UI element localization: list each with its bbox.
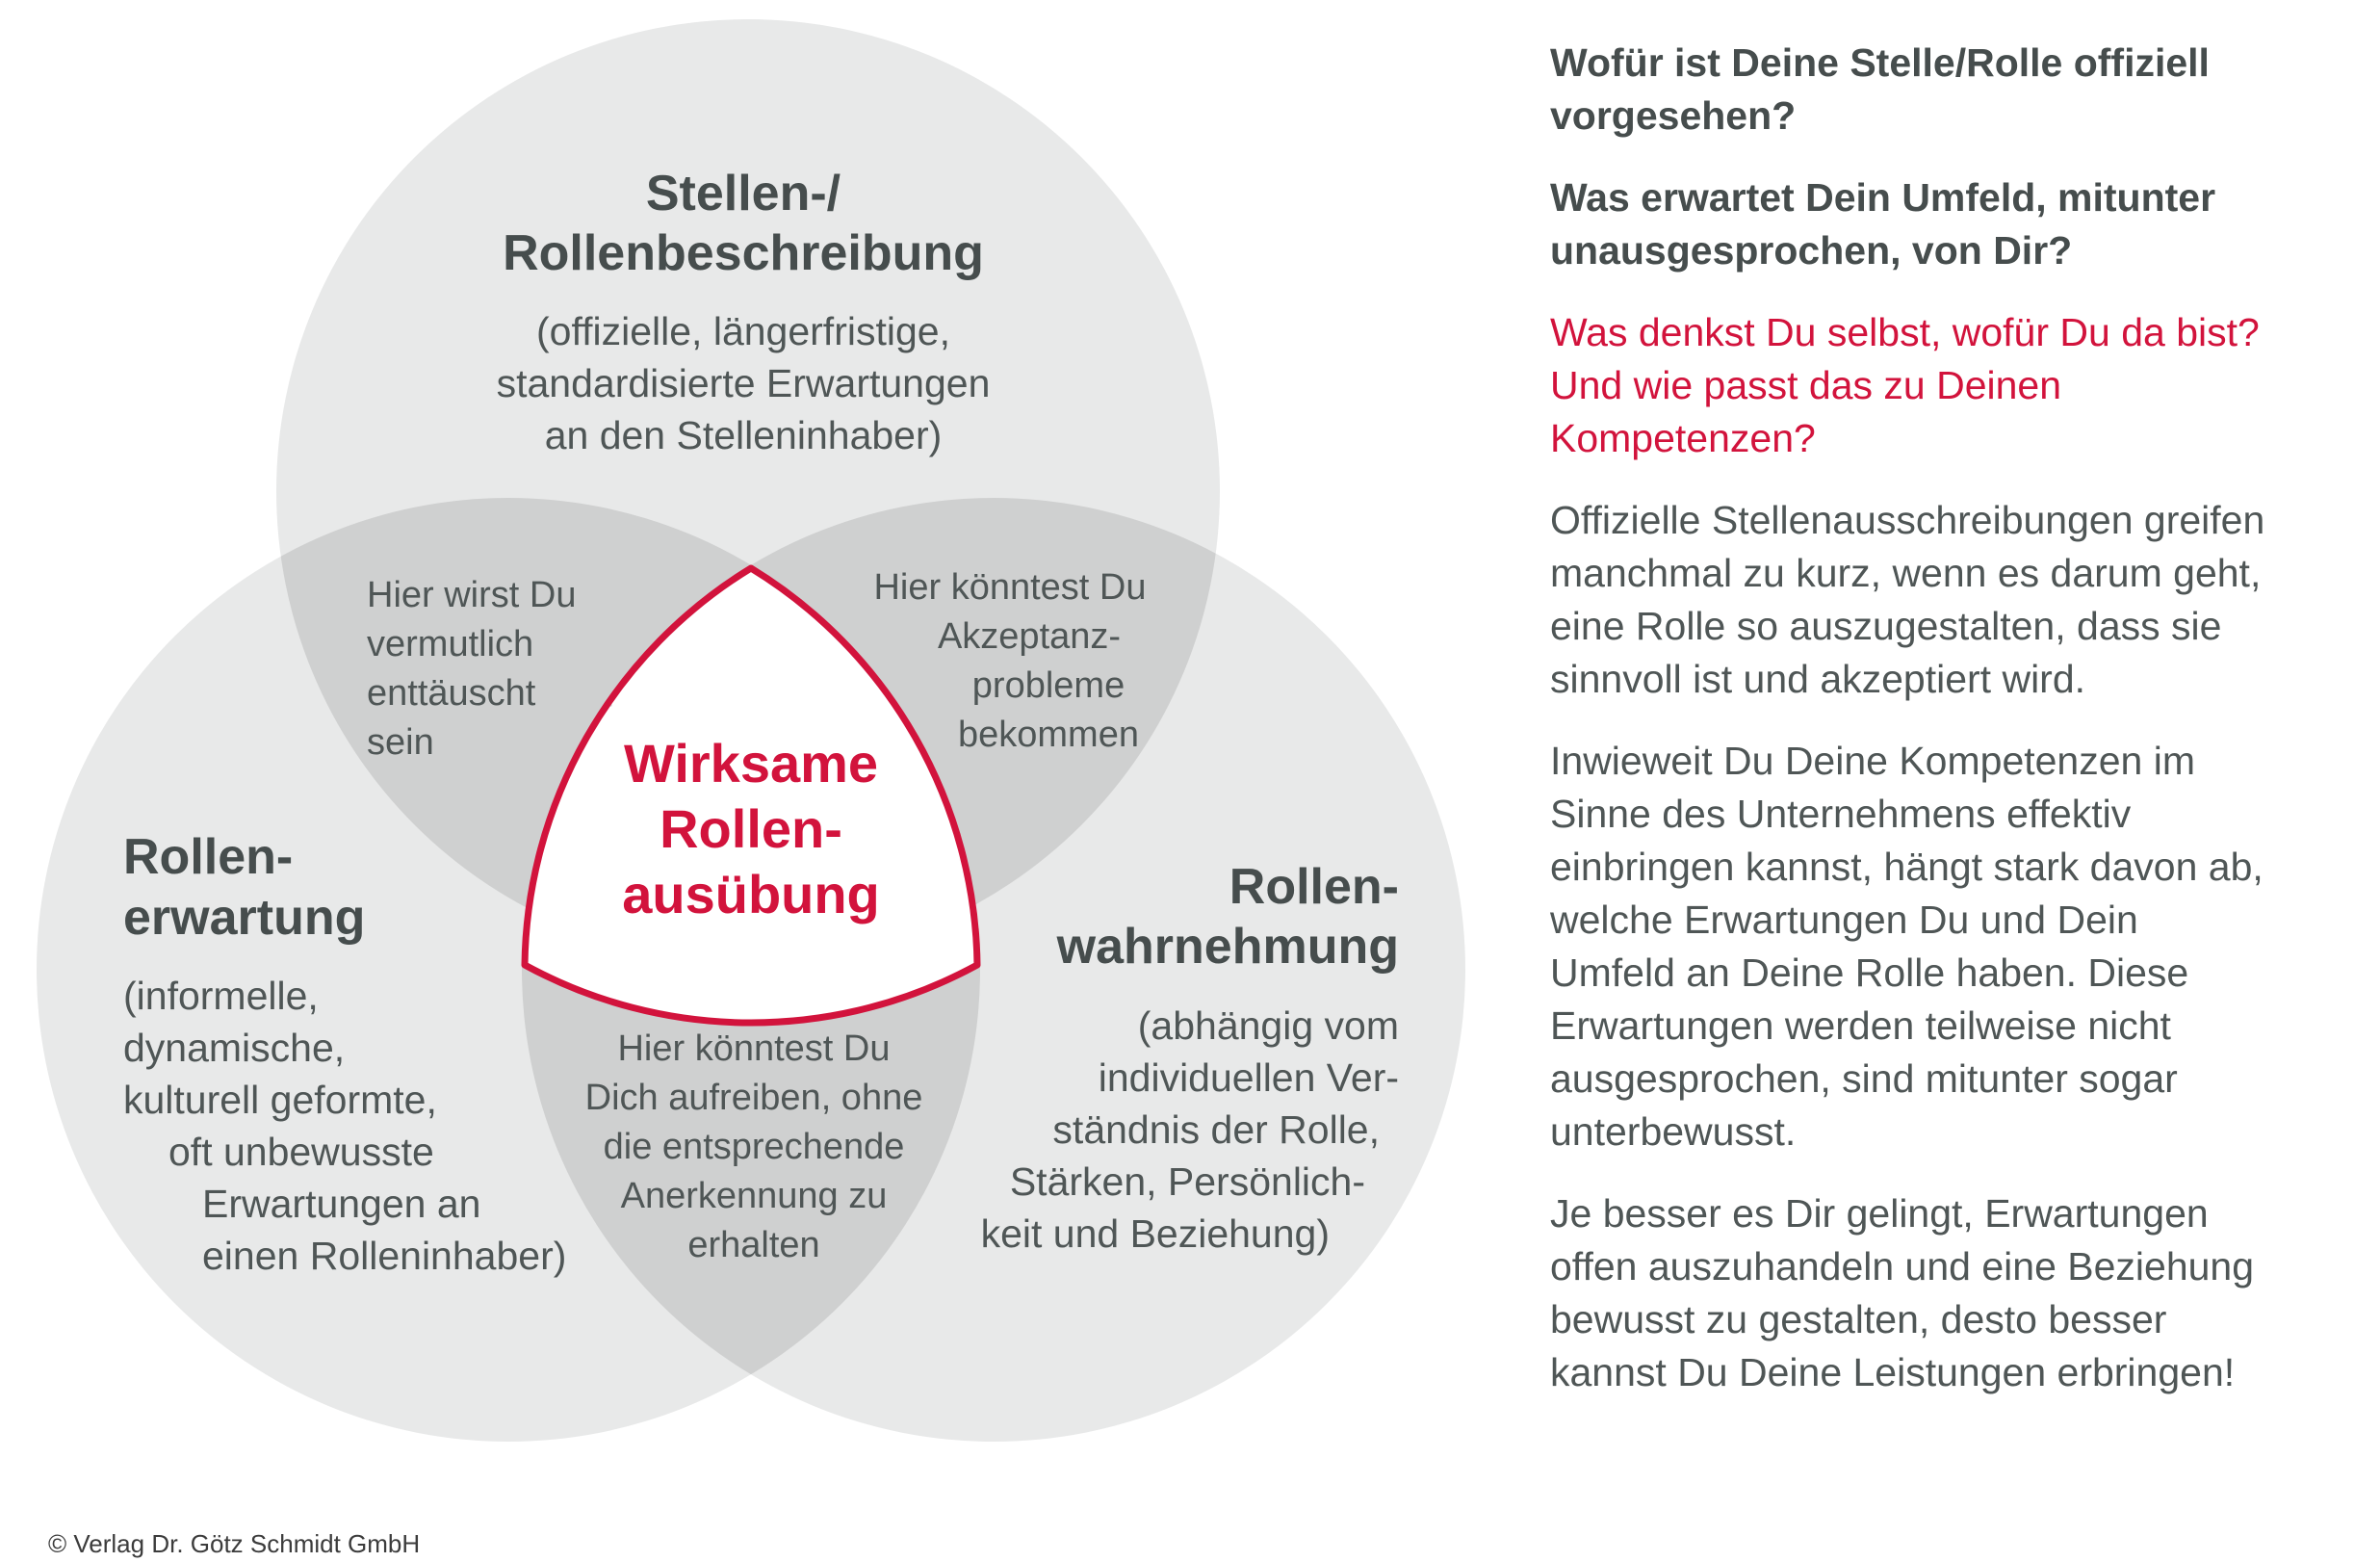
top-circle-title-1: Stellen-/ xyxy=(645,166,841,221)
overlap-bottom-line-1: Hier könntest Du xyxy=(617,1028,891,1069)
left-circle-desc-1: (informelle, xyxy=(123,974,319,1018)
svg-text:(informelle, xyxy=(123,974,319,1018)
top-circle-desc-1: (offizielle, längerfristige, xyxy=(536,309,950,353)
svg-text:vermutlich xyxy=(367,624,533,664)
left-circle-title-2: erwartung xyxy=(123,890,366,946)
copyright-notice: © Verlag Dr. Götz Schmidt GmbH xyxy=(48,1529,421,1558)
svg-text:Rollen- xyxy=(123,829,293,885)
overlap-top-right-line-1: Hier könntest Du xyxy=(873,567,1147,608)
overlap-bottom-line-5: erhalten xyxy=(687,1225,820,1265)
svg-text:Erwartungen an xyxy=(202,1182,480,1226)
svg-text:wahrnehmung xyxy=(1056,919,1399,975)
question-official-role: Wofür ist Deine Stelle/Rolle offiziell vorgesehen? xyxy=(1550,40,2210,138)
svg-text:Rollen- xyxy=(660,798,842,859)
svg-text:erhalten xyxy=(687,1225,819,1265)
overlap-top-right-line-2: Akzeptanz- xyxy=(937,616,1122,657)
left-circle-desc-4: oft unbewusste xyxy=(168,1130,434,1174)
svg-text:Stärken, Persönlich- xyxy=(1010,1159,1365,1204)
left-circle-desc-5: Erwartungen an xyxy=(202,1182,481,1226)
right-circle-desc-2: individuellen Ver- xyxy=(1098,1055,1399,1100)
center-label xyxy=(622,733,880,924)
left-circle-desc-6: einen Rolleninhaber) xyxy=(202,1234,567,1278)
svg-text:Wirksame xyxy=(624,733,878,794)
svg-text:Hier könntest Du xyxy=(617,1028,890,1069)
right-circle-desc-5: keit und Beziehung) xyxy=(980,1211,1330,1256)
overlap-top-left-line-1: Hier wirst Du xyxy=(367,575,577,615)
center-label-line-3: ausübung xyxy=(622,864,880,924)
svg-text:probleme xyxy=(972,665,1125,706)
top-circle-desc-3: an den Stelleninhaber) xyxy=(544,413,943,457)
svg-text:(abhängig vom xyxy=(1138,1003,1399,1048)
right-circle-title-1: Rollen- xyxy=(1229,859,1399,915)
overlap-top-left-line-2: vermutlich xyxy=(367,624,534,664)
svg-text:(offizielle, längerfristige, xyxy=(536,309,950,353)
top-circle-desc-2: standardisierte Erwartungen xyxy=(496,361,991,405)
svg-text:dynamische, xyxy=(123,1026,345,1070)
svg-text:Rollenbeschreibung xyxy=(503,225,984,281)
overlap-top-right-line-4: bekommen xyxy=(958,715,1139,755)
svg-text:erwartung xyxy=(123,890,365,946)
svg-text:ständnis der Rolle, xyxy=(1052,1107,1380,1152)
overlap-top-right-line-3: probleme xyxy=(971,665,1125,706)
svg-text:Dich aufreiben, ohne xyxy=(585,1078,923,1118)
svg-text:keit und Beziehung) xyxy=(981,1211,1330,1256)
right-circle-desc-1: (abhängig vom xyxy=(1137,1003,1399,1048)
svg-text:standardisierte Erwartungen xyxy=(497,361,991,405)
overlap-top-left-line-3: enttäuscht xyxy=(367,673,536,714)
right-circle-title-2: wahrnehmung xyxy=(1056,919,1399,975)
svg-text:Anerkennung zu xyxy=(621,1176,888,1216)
overlap-top-left-line-4: sein xyxy=(367,722,434,763)
top-circle-title-2: Rollenbeschreibung xyxy=(503,225,984,281)
svg-text:Akzeptanz- xyxy=(938,616,1121,657)
svg-text:oft unbewusste xyxy=(168,1130,434,1174)
center-label-line-1: Wirksame xyxy=(623,733,879,794)
svg-text:Hier könntest Du xyxy=(873,567,1146,608)
center-label-line-2: Rollen- xyxy=(660,798,842,859)
svg-text:die entsprechende xyxy=(604,1127,905,1167)
right-circle-desc-3: ständnis der Rolle, xyxy=(1052,1107,1380,1152)
svg-text:einen Rolleninhaber) xyxy=(202,1234,566,1278)
question-self-perception: Was denkst Du selbst, wofür Du da bist? Und wie passt das zu Deinen Kompetenzen? xyxy=(1550,310,2260,460)
svg-text:ausübung xyxy=(622,864,880,924)
svg-text:sein xyxy=(367,722,434,763)
svg-text:enttäuscht xyxy=(367,673,536,714)
overlap-bottom-line-4: Anerkennung zu xyxy=(620,1176,888,1216)
paragraph-job-postings: Offizielle Stellenausschreibungen greifen manchmal zu kurz, wenn es darum geht, eine Rolle so auszugestalten, dass sie sinnvoll ist und akzeptiert wird. xyxy=(1550,498,2265,701)
explanation-panel xyxy=(1550,37,2368,1428)
svg-text:an den Stelleninhaber) xyxy=(545,413,943,457)
paragraph-conclusion: Je besser es Dir gelingt, Erwartungen offen auszuhandeln und eine Beziehung bewusst zu gestalten, desto besser kannst Du Deine Leistungen erbringen! xyxy=(1550,1191,2255,1394)
svg-text:kulturell geformte, xyxy=(123,1078,437,1122)
right-circle-desc-4: Stärken, Persönlich- xyxy=(1009,1159,1365,1204)
svg-text:Hier wirst Du xyxy=(367,575,576,615)
svg-text:Stellen-/ xyxy=(646,166,841,221)
left-circle-title-1: Rollen- xyxy=(123,829,294,885)
svg-text:individuellen Ver- xyxy=(1099,1055,1399,1100)
left-circle-desc-3: kulturell geformte, xyxy=(123,1078,437,1122)
overlap-bottom-line-2: Dich aufreiben, ohne xyxy=(584,1078,923,1118)
overlap-bottom-line-3: die entsprechende xyxy=(603,1127,905,1167)
paragraph-competencies: Inwieweit Du Deine Kompetenzen im Sinne des Unternehmens effektiv einbringen kannst, hängt stark davon ab, welche Erwartungen Du und Dein Umfeld an Deine Rolle haben. Diese Erwartungen werden teilweise nicht ausgesprochen, sind mitunter sogar unterbewusst. xyxy=(1550,739,2264,1154)
svg-text:Rollen- xyxy=(1229,859,1399,915)
svg-text:bekommen xyxy=(958,715,1139,755)
question-environment-expectation: Was erwartet Dein Umfeld, mitunter unausgesprochen, von Dir? xyxy=(1550,175,2216,273)
left-circle-desc-2: dynamische, xyxy=(123,1026,346,1070)
